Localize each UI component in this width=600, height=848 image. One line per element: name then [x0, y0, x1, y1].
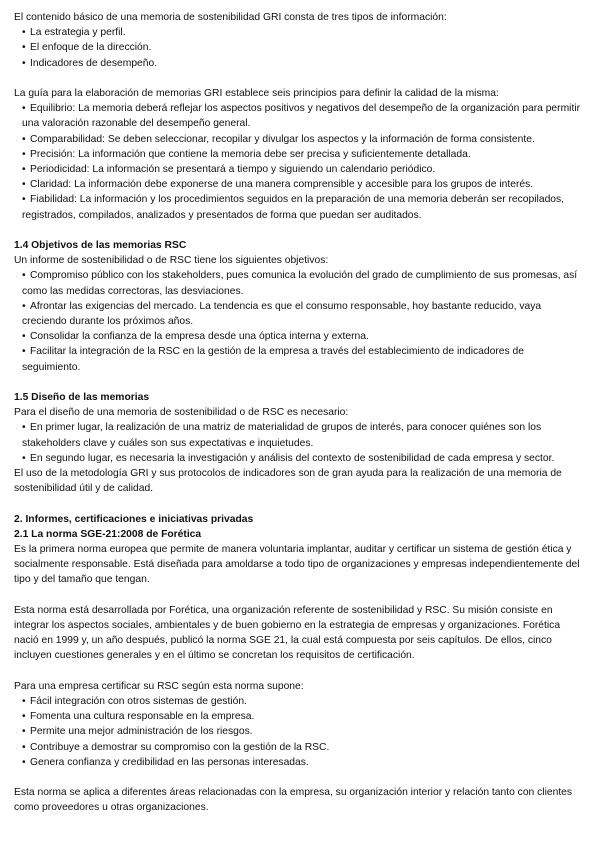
list-item: • Precisión: La información que contiene la memoria debe ser precisa y suficientemente detallada. [22, 148, 471, 160]
list-item: • Consolidar la confianza de la empresa desde una óptica interna y externa. [22, 331, 369, 343]
paragraph: Para una empresa certificar su RSC según esta norma supone: [14, 680, 304, 692]
list-item: • Comparabilidad: Se deben seleccionar, recopilar y divulgar los aspectos y la información de forma consistente. [22, 133, 535, 145]
section-heading-2-1: 2.1 La norma SGE-21:2008 de Forética [14, 528, 202, 540]
section-closing: El uso de la metodología GRI y sus protocolos de indicadores son de gran ayuda para la realización de una memoria de sostenibilidad útil y de calidad. [14, 468, 562, 495]
list-item: • Fiabilidad: La información y los procedimientos seguidos en la preparación de una memoria deberán ser recopilados, registrados, compilados, analizados y presentados de forma que puedan ser auditados. [22, 194, 565, 221]
list-item: • Permite una mejor administración de los riesgos. [22, 726, 253, 738]
list-item: • Claridad: La información debe exponerse de una manera comprensible y accesible para los grupos de interés. [22, 179, 534, 191]
list-item: • Fomenta una cultura responsable en la empresa. [22, 711, 255, 723]
list-item: • Facilitar la integración de la RSC en la gestión de la empresa a través del establecimiento de indicadores de seguimiento. [22, 346, 524, 373]
paragraph: Esta norma está desarrollada por Forética, una organización referente de sostenibilidad y RSC. Su misión consiste en integrar los aspectos sociales, ambientales y de buen gobierno en la estrategia de empresas y organizaciones. Forética nació en 1999 y, un año después, publicó la norma SGE 21, la cual está compuesta por seis capítulos. De ellos, cinco incluyen cuestiones generales y en el último se concretan los requisitos de certificación. [14, 604, 561, 662]
section-heading-2: 2. Informes, certificaciones e iniciativas privadas [14, 513, 254, 525]
intro-text: El contenido básico de una memoria de sostenibilidad GRI consta de tres tipos de información: [14, 12, 447, 23]
paragraph: Es la primera norma europea que permite de manera voluntaria implantar, auditar y certificar un sistema de gestión ética y socialmente responsable. Está diseñada para amoldarse a todo tipo de organizaciones y empresas independientemente del tipo y del tamaño que tengan. [14, 544, 580, 586]
list-item: • Indicadores de desempeño. [22, 57, 158, 69]
list-item: • Genera confianza y credibilidad en las personas interesadas. [22, 756, 309, 768]
list-item: • La estrategia y perfil. [22, 27, 126, 39]
list-item: • Equilibrio: La memoria deberá reflejar los aspectos positivos y negativos del desempeño de la organización para permitir una valoración razonable del desempeño general. [22, 103, 581, 130]
list-item: • El enfoque de la dirección. [22, 42, 152, 54]
section-text: Un informe de sostenibilidad o de RSC tiene los siguientes objetivos: [14, 255, 329, 267]
section-text: Para el diseño de una memoria de sostenibilidad o de RSC es necesario: [14, 407, 349, 419]
section-heading-1-4: 1.4 Objetivos de las memorias RSC [14, 240, 187, 252]
list-item: • Compromiso público con los stakeholders, pues comunica la evolución del grado de cumplimiento de sus promesas, así como las medidas correctoras, las desviaciones. [22, 270, 578, 297]
paragraph: Esta norma se aplica a diferentes áreas relacionadas con la empresa, su organización interior y relación tanto con clientes como proveedores u otras organizaciones. [14, 787, 573, 814]
document-page [14, 10, 584, 816]
list-item: • Afrontar las exigencias del mercado. La tendencia es que el consumo responsable, hoy bastante reducido, vaya creciendo durante los próximos años. [22, 300, 542, 328]
list-item: • Fácil integración con otros sistemas de gestión. [22, 696, 247, 708]
section-heading-1-5: 1.5 Diseño de las memorias [14, 392, 150, 404]
principles-text: La guía para la elaboración de memorias GRI establece seis principios para definir la calidad de la misma: [14, 88, 499, 99]
list-item: • Contribuye a demostrar su compromiso con la gestión de la RSC. [22, 741, 330, 753]
list-item: • En primer lugar, la realización de una matriz de materialidad de grupos de interés, para conocer quiénes son los stakeholders clave y cuáles son sus expectativas e inquietudes. [22, 422, 542, 449]
list-item: • En segundo lugar, es necesaria la investigación y análisis del contexto de sostenibilidad de cada empresa y sector. [22, 452, 555, 464]
list-item: • Periodicidad: La información se presentará a tiempo y siguiendo un calendario periódico. [22, 164, 436, 176]
